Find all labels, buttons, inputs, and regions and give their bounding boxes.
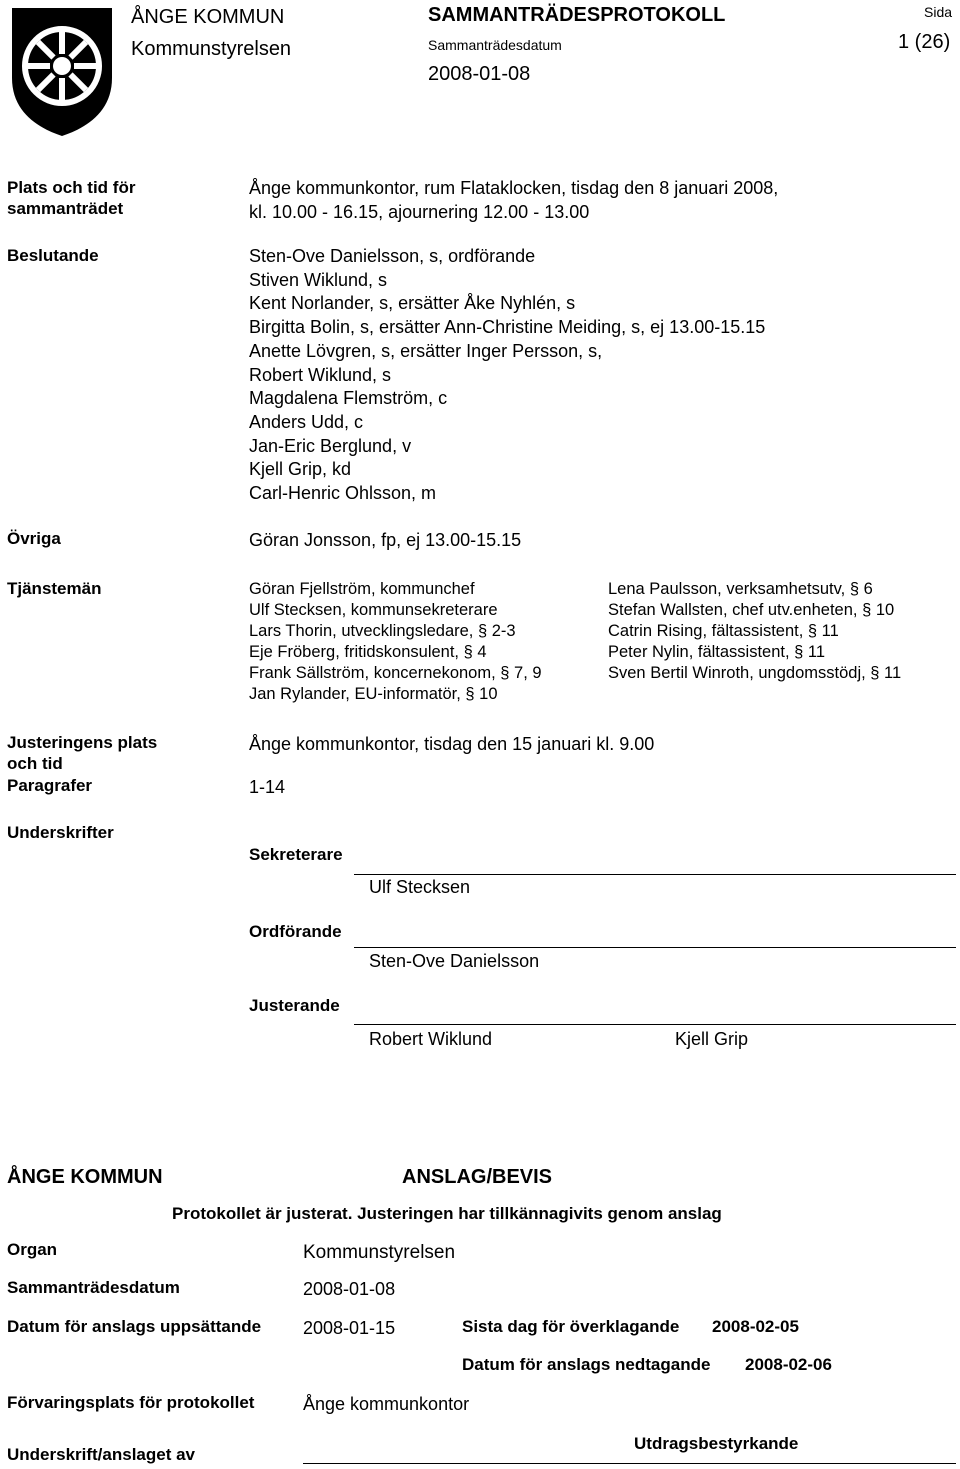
place-label-cont: sammanträdet [7, 199, 124, 218]
official: Jan Rylander, EU-informatör, § 10 [249, 685, 498, 703]
meeting-date: 2008-01-08 [428, 63, 531, 85]
page-number: 1 (26) [898, 31, 951, 53]
adjuster-name-2: Kjell Grip [675, 1029, 749, 1049]
member: Kjell Grip, kd [249, 459, 352, 480]
meeting-place: Ånge kommunkontor, rum Flataklocken, tisdag den 8 januari 2008, [249, 178, 779, 198]
adjustment-value: Ånge kommunkontor, tisdag den 15 januari kl. 9.00 [249, 734, 655, 754]
adjuster-signature-line [354, 1024, 956, 1025]
member: Anette Lövgren, s, ersätter Inger Persson, s, [249, 340, 603, 361]
official: Eje Fröberg, fritidskonsulent, § 4 [249, 643, 487, 661]
page-label: Sida [924, 4, 953, 20]
posted-date-label: Datum för anslags uppsättande [7, 1317, 262, 1336]
member: Stiven Wiklund, s [249, 269, 388, 290]
member: Kent Norlander, s, ersätter Åke Nyhlén, s [249, 293, 576, 314]
member: Birgitta Bolin, s, ersätter Ann-Christine Meiding, s, ej 13.00-15.15 [249, 317, 766, 338]
meeting-time: kl. 10.00 - 16.15, ajournering 12.00 - 13.00 [249, 202, 590, 222]
organ-value: Kommunstyrelsen [303, 1242, 456, 1263]
official: Frank Sällström, koncernekonom, § 7, 9 [249, 664, 542, 682]
notice-meeting-date-label: Sammanträdesdatum [7, 1278, 180, 1297]
chair-label: Ordförande [249, 922, 342, 941]
paragraphs-value: 1-14 [249, 777, 286, 797]
official: Lars Thorin, utvecklingsledare, § 2-3 [249, 622, 516, 640]
org-name: ÅNGE KOMMUN [131, 6, 285, 28]
document-type: SAMMANTRÄDESPROTOKOLL [428, 4, 726, 26]
official: Catrin Rising, fältassistent, § 11 [608, 622, 839, 640]
member: Jan-Eric Berglund, v [249, 435, 412, 456]
officials-right-column [608, 579, 901, 684]
appeal-deadline: 2008-02-05 [712, 1317, 799, 1336]
meeting-date-label: Sammanträdesdatum [428, 37, 562, 53]
notice-text: Protokollet är justerat. Justeringen har tillkännagivits genom anslag [172, 1204, 722, 1223]
official: Stefan Wallsten, chef utv.enheten, § 10 [608, 601, 895, 619]
official: Ulf Stecksen, kommunsekreterare [249, 601, 498, 619]
member: Magdalena Flemström, c [249, 388, 448, 409]
removal-date: 2008-02-06 [745, 1355, 832, 1374]
extract-certification-label: Utdragsbestyrkande [634, 1434, 799, 1453]
officials-label: Tjänstemän [7, 579, 102, 598]
official: Lena Paulsson, verksamhetsutv, § 6 [608, 580, 873, 598]
others-label: Övriga [7, 529, 61, 548]
decision-makers-list [249, 245, 765, 506]
secretary-label: Sekreterare [249, 845, 343, 864]
adjustment-label: Justeringens plats [7, 733, 158, 752]
official: Sven Bertil Winroth, ungdomsstödj, § 11 [608, 664, 902, 682]
posted-by-signature-line [303, 1463, 956, 1464]
notice-org-name: ÅNGE KOMMUN [7, 1166, 163, 1188]
others-value: Göran Jonsson, fp, ej 13.00-15.15 [249, 530, 522, 550]
officials-left-column [249, 579, 542, 705]
signature-posted-by-label: Underskrift/anslaget av [7, 1445, 196, 1464]
secretary-name: Ulf Stecksen [369, 877, 471, 897]
adjuster-label: Justerande [249, 996, 340, 1015]
posted-date: 2008-01-15 [303, 1318, 396, 1338]
adjustment-label-cont: och tid [7, 754, 63, 773]
signatures-label: Underskrifter [7, 823, 114, 842]
organ-label: Organ [7, 1240, 58, 1259]
place-label: Plats och tid för [7, 178, 136, 197]
adjuster-name-1: Robert Wiklund [369, 1029, 493, 1049]
official: Göran Fjellström, kommunchef [249, 580, 475, 598]
member: Carl-Henric Ohlsson, m [249, 483, 437, 504]
member: Sten-Ove Danielsson, s, ordförande [249, 246, 536, 266]
notice-title: ANSLAG/BEVIS [402, 1166, 553, 1188]
appeal-deadline-label: Sista dag för överklagande [462, 1317, 680, 1336]
decision-makers-label: Beslutande [7, 246, 99, 265]
storage-label: Förvaringsplats för protokollet [7, 1393, 255, 1412]
notice-meeting-date: 2008-01-08 [303, 1279, 396, 1299]
municipality-coat-of-arms [6, 4, 118, 140]
chair-signature-line [354, 947, 956, 948]
secretary-signature-line [354, 874, 956, 875]
member: Anders Udd, c [249, 411, 364, 432]
storage-value: Ånge kommunkontor [303, 1394, 470, 1414]
paragraphs-label: Paragrafer [7, 776, 93, 795]
org-unit: Kommunstyrelsen [131, 38, 292, 60]
chair-name: Sten-Ove Danielsson [369, 951, 540, 971]
removal-date-label: Datum för anslags nedtagande [462, 1355, 711, 1374]
official: Peter Nylin, fältassistent, § 11 [608, 643, 826, 661]
member: Robert Wiklund, s [249, 364, 392, 385]
